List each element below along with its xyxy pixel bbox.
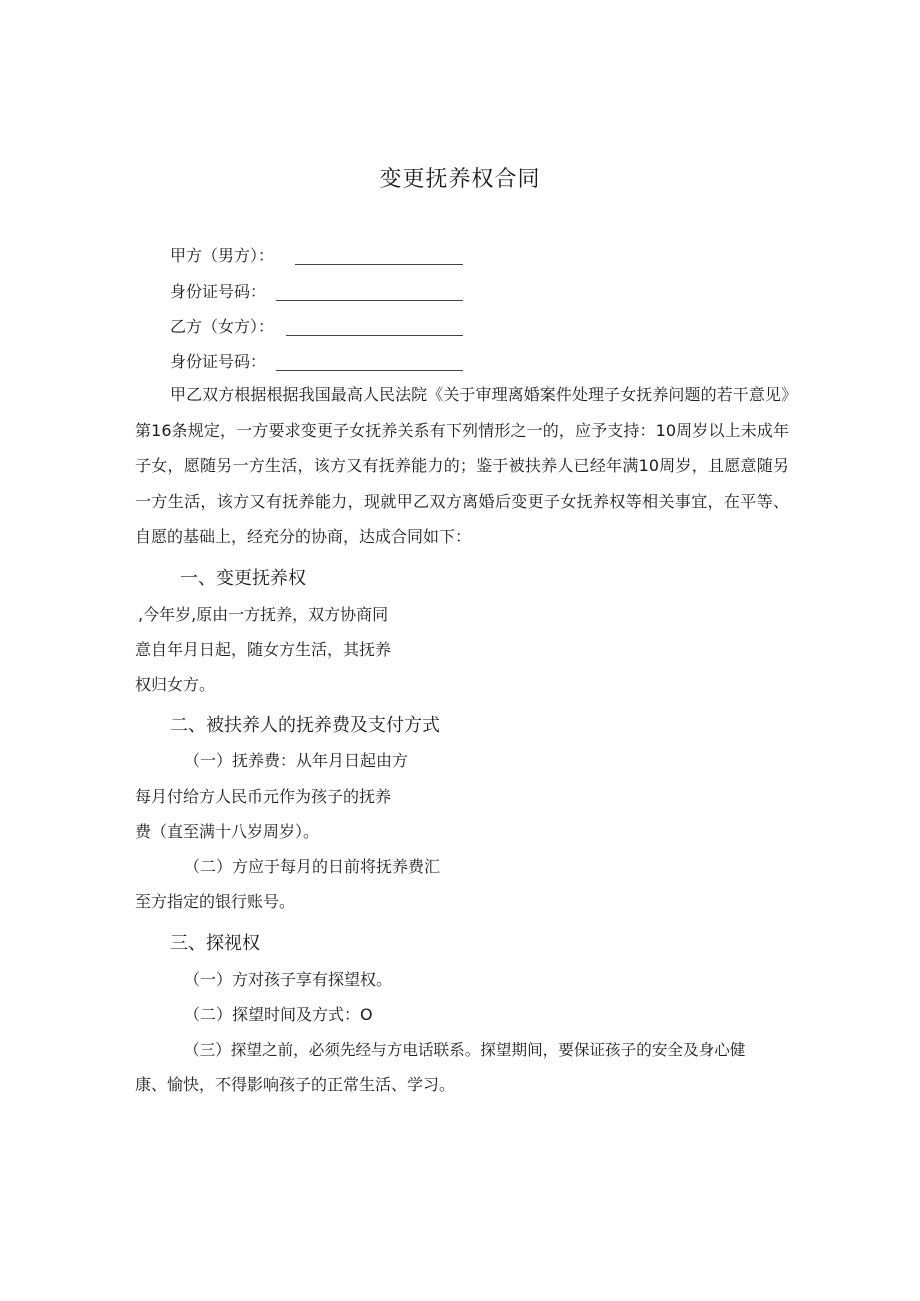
section-2-line: （一）抚养费：从年月日起由方 [184, 751, 409, 770]
party-b-blank[interactable] [286, 335, 463, 336]
party-b-field [170, 316, 274, 338]
section-2-line: 至方指定的银行账号。 [135, 892, 296, 911]
section-1-line: ,今年岁,原由一方抚养，双方协商同 [138, 605, 389, 624]
party-a-field [170, 245, 274, 267]
section-2-line: （二）方应于每月的日前将抚养费汇 [184, 857, 441, 876]
party-a-blank[interactable] [295, 264, 463, 265]
section-1-line: 权归女方。 [135, 675, 216, 694]
section-3-line: （三）探望之前，必须先经与方电话联系。探望期间，要保证孩子的安全及身心健 [184, 1041, 746, 1059]
party-a-id-field [170, 281, 266, 303]
party-a-id-blank[interactable] [276, 300, 463, 301]
party-b-id-label: 身份证号码： [170, 352, 267, 371]
section-2-line: 每月付给方人民币元作为孩子的抚养 [135, 787, 392, 806]
party-b-label: 乙方（女方）： [170, 317, 275, 336]
section-2-line: 费（直至满十八岁周岁）。 [135, 822, 320, 841]
document-title: 变更抚养权合同 [379, 167, 541, 192]
section-3-line: （二）探望时间及方式：O [184, 1005, 373, 1024]
party-a-id-label: 身份证号码： [170, 282, 267, 301]
section-3-line: （一）方对孩子享有探望权。 [184, 970, 393, 989]
party-b-id-field [170, 351, 266, 373]
section-2-heading: 二、被扶养人的抚养费及支付方式 [170, 715, 440, 736]
section-1-line: 意自年月日起，随女方生活，其抚养 [135, 640, 392, 659]
party-b-id-blank[interactable] [276, 370, 463, 371]
intro-paragraph: 甲乙双方根据根据我国最高人民法院《关于审理离婚案件处理子女抚养问题的若干意见》第16条规定，一方要求变更子女抚养关系有下列情形之一的，应予支持：10周岁以上未成年子女，愿随另一方生活，该方又有抚养能力的；鉴于被扶养人已经年满10周岁，且愿意随另一方生活，该方又有抚养能力，现就甲乙双方离婚后变更子女抚养权等相关事宜，在平等、自愿的基础上，经充分的协商，达成合同如下： [135, 385, 789, 546]
section-3-heading: 三、探视权 [170, 933, 260, 954]
section-3-line: 康、愉快，不得影响孩子的正常生活、学习。 [135, 1075, 456, 1094]
section-1-heading: 一、变更抚养权 [180, 568, 306, 589]
party-a-label: 甲方（男方）： [170, 246, 275, 265]
